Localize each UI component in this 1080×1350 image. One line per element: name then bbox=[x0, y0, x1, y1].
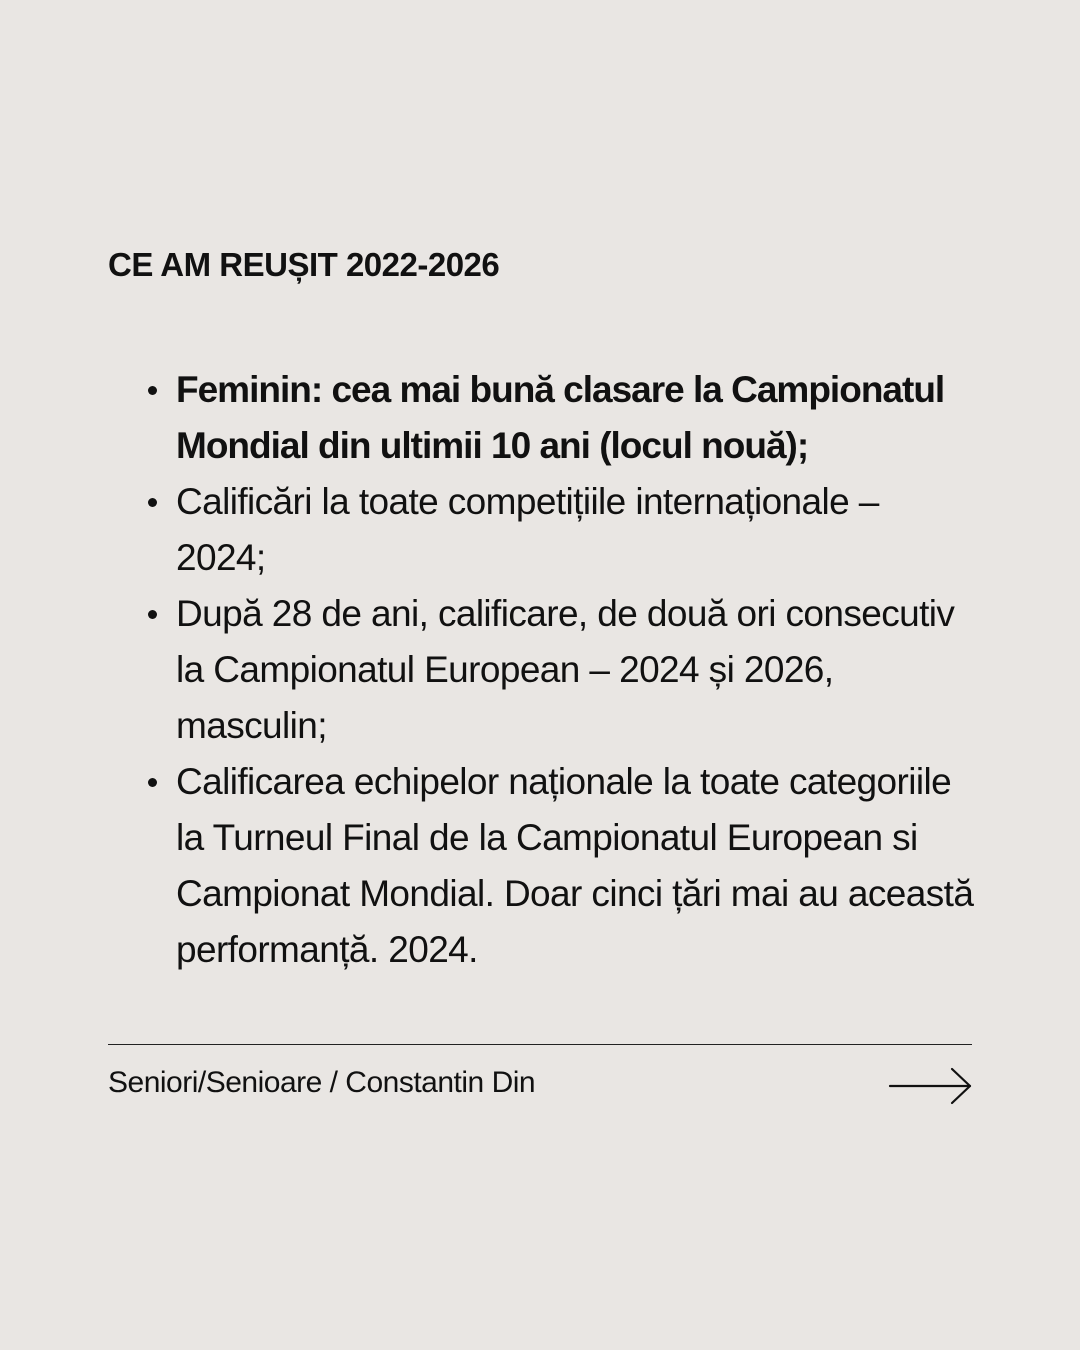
list-item bbox=[176, 754, 976, 978]
bullet-icon bbox=[148, 610, 157, 619]
page-title: CE AM REUȘIT 2022-2026 bbox=[108, 246, 500, 283]
achievements-list bbox=[176, 362, 976, 978]
list-item-text: După 28 de ani, calificare, de două ori consecutiv la Campionatul European – 2024 și 2026, masculin; bbox=[176, 593, 955, 746]
bullet-icon bbox=[148, 386, 157, 395]
list-item bbox=[176, 362, 976, 474]
list-item bbox=[176, 586, 976, 754]
divider bbox=[108, 1044, 972, 1045]
list-item-text: Calificări la toate competițiile internaționale – 2024; bbox=[176, 481, 879, 578]
bullet-icon bbox=[148, 498, 157, 507]
bullet-icon bbox=[148, 778, 157, 787]
list-item bbox=[176, 474, 976, 586]
list-item-text: Feminin: cea mai bună clasare la Campionatul Mondial din ultimii 10 ani (locul nouă); bbox=[176, 369, 945, 466]
list-item-text: Calificarea echipelor naționale la toate categoriile la Turneul Final de la Campionatul European si Campionat Mondial. Doar cinci țări mai au această performanță. 2024. bbox=[176, 761, 974, 970]
arrow-right-icon[interactable] bbox=[888, 1066, 974, 1106]
footer-label: Seniori/Senioare / Constantin Din bbox=[108, 1066, 536, 1099]
